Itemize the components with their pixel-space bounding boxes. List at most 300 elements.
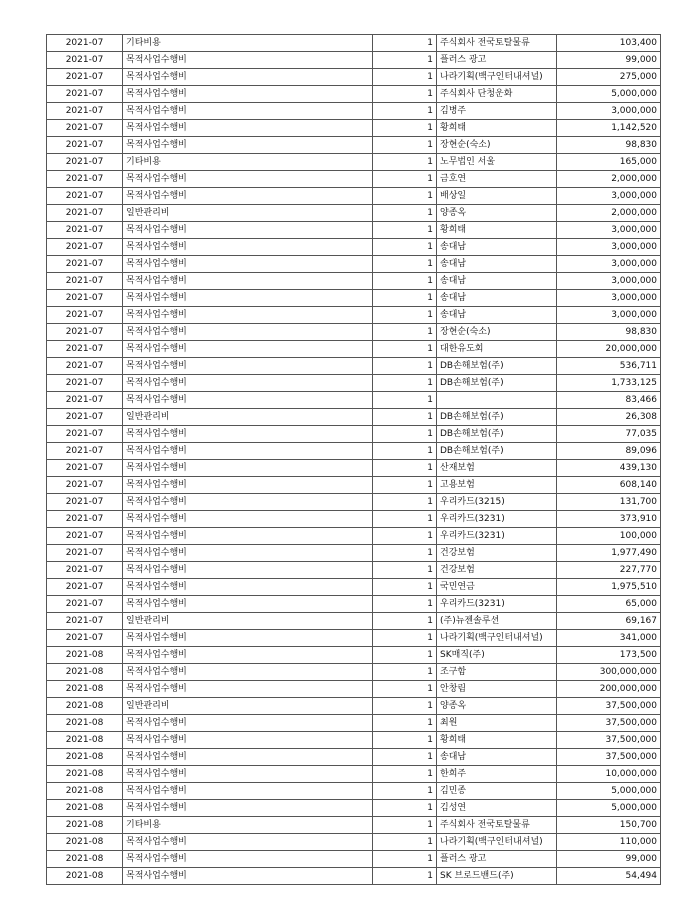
table-row [47,630,661,647]
amount-cell: 1,142,520 [557,120,661,137]
payee-cell: 김병주 [437,103,557,120]
month-cell: 2021-07 [47,477,123,494]
table-row [47,35,661,52]
month-cell: 2021-07 [47,375,123,392]
month-cell: 2021-08 [47,783,123,800]
payee-cell: 최원 [437,715,557,732]
table-row [47,324,661,341]
payee-cell: 국민연금 [437,579,557,596]
category-cell: 기타비용 [123,154,373,171]
category-cell: 목적사업수행비 [123,766,373,783]
payee-cell: 우리카드(3231) [437,596,557,613]
quantity-cell: 1 [373,188,437,205]
month-cell: 2021-07 [47,443,123,460]
payee-cell: 플러스 광고 [437,851,557,868]
table-row [47,732,661,749]
table-row [47,222,661,239]
month-cell: 2021-07 [47,562,123,579]
month-cell: 2021-08 [47,749,123,766]
amount-cell: 20,000,000 [557,341,661,358]
quantity-cell: 1 [373,834,437,851]
category-cell: 목적사업수행비 [123,307,373,324]
amount-cell: 100,000 [557,528,661,545]
table-row [47,545,661,562]
quantity-cell: 1 [373,511,437,528]
quantity-cell: 1 [373,324,437,341]
table-row [47,256,661,273]
month-cell: 2021-07 [47,69,123,86]
quantity-cell: 1 [373,35,437,52]
category-cell: 일반관리비 [123,698,373,715]
amount-cell: 536,711 [557,358,661,375]
amount-cell: 173,500 [557,647,661,664]
payee-cell: 양종옥 [437,698,557,715]
table-row [47,120,661,137]
payee-cell: 건강보험 [437,545,557,562]
month-cell: 2021-08 [47,851,123,868]
category-cell: 기타비용 [123,817,373,834]
amount-cell: 3,000,000 [557,290,661,307]
month-cell: 2021-08 [47,766,123,783]
payee-cell: 대한유도회 [437,341,557,358]
month-cell: 2021-08 [47,715,123,732]
category-cell: 일반관리비 [123,205,373,222]
category-cell: 목적사업수행비 [123,511,373,528]
quantity-cell: 1 [373,137,437,154]
table-row [47,205,661,222]
payee-cell: 배상일 [437,188,557,205]
table-row [47,426,661,443]
month-cell: 2021-07 [47,103,123,120]
category-cell: 목적사업수행비 [123,834,373,851]
quantity-cell: 1 [373,698,437,715]
quantity-cell: 1 [373,273,437,290]
month-cell: 2021-07 [47,188,123,205]
category-cell: 목적사업수행비 [123,239,373,256]
month-cell: 2021-07 [47,392,123,409]
category-cell: 목적사업수행비 [123,103,373,120]
month-cell: 2021-07 [47,154,123,171]
month-cell: 2021-07 [47,460,123,477]
amount-cell: 131,700 [557,494,661,511]
quantity-cell: 1 [373,545,437,562]
quantity-cell: 1 [373,817,437,834]
payee-cell: 금호연 [437,171,557,188]
quantity-cell: 1 [373,290,437,307]
category-cell: 목적사업수행비 [123,460,373,477]
payee-cell: 황희태 [437,732,557,749]
amount-cell: 1,977,490 [557,545,661,562]
amount-cell: 37,500,000 [557,715,661,732]
payee-cell: 주식회사 전국토탈물류 [437,35,557,52]
payee-cell: 나라기획(백구인터내셔널) [437,69,557,86]
month-cell: 2021-08 [47,732,123,749]
amount-cell: 26,308 [557,409,661,426]
amount-cell: 65,000 [557,596,661,613]
category-cell: 목적사업수행비 [123,851,373,868]
month-cell: 2021-08 [47,817,123,834]
table-row [47,511,661,528]
category-cell: 목적사업수행비 [123,477,373,494]
quantity-cell: 1 [373,86,437,103]
table-row [47,358,661,375]
category-cell: 목적사업수행비 [123,681,373,698]
month-cell: 2021-07 [47,290,123,307]
table-row [47,443,661,460]
amount-cell: 10,000,000 [557,766,661,783]
table-row [47,783,661,800]
category-cell: 목적사업수행비 [123,392,373,409]
category-cell: 목적사업수행비 [123,732,373,749]
quantity-cell: 1 [373,715,437,732]
amount-cell: 89,096 [557,443,661,460]
table-row [47,375,661,392]
month-cell: 2021-07 [47,137,123,154]
table-row [47,307,661,324]
month-cell: 2021-07 [47,358,123,375]
table-row [47,154,661,171]
quantity-cell: 1 [373,562,437,579]
amount-cell: 83,466 [557,392,661,409]
quantity-cell: 1 [373,392,437,409]
quantity-cell: 1 [373,630,437,647]
amount-cell: 37,500,000 [557,732,661,749]
category-cell: 목적사업수행비 [123,222,373,239]
payee-cell: DB손해보험(주) [437,375,557,392]
category-cell: 목적사업수행비 [123,375,373,392]
quantity-cell: 1 [373,222,437,239]
amount-cell: 99,000 [557,851,661,868]
category-cell: 목적사업수행비 [123,868,373,885]
quantity-cell: 1 [373,647,437,664]
quantity-cell: 1 [373,494,437,511]
table-row [47,341,661,358]
month-cell: 2021-08 [47,698,123,715]
category-cell: 목적사업수행비 [123,188,373,205]
amount-cell: 98,830 [557,137,661,154]
table-row [47,273,661,290]
month-cell: 2021-07 [47,171,123,188]
category-cell: 일반관리비 [123,409,373,426]
category-cell: 목적사업수행비 [123,579,373,596]
category-cell: 목적사업수행비 [123,358,373,375]
payee-cell: 한희주 [437,766,557,783]
amount-cell: 2,000,000 [557,205,661,222]
table-row [47,171,661,188]
payee-cell: 노무법인 서울 [437,154,557,171]
quantity-cell: 1 [373,868,437,885]
payee-cell: 송대남 [437,239,557,256]
category-cell: 목적사업수행비 [123,52,373,69]
month-cell: 2021-08 [47,800,123,817]
table-row [47,868,661,885]
amount-cell: 300,000,000 [557,664,661,681]
category-cell: 목적사업수행비 [123,256,373,273]
table-row [47,239,661,256]
month-cell: 2021-07 [47,426,123,443]
quantity-cell: 1 [373,800,437,817]
month-cell: 2021-07 [47,630,123,647]
payee-cell: 김민종 [437,783,557,800]
quantity-cell: 1 [373,732,437,749]
table-row [47,86,661,103]
payee-cell: 장현순(숙소) [437,324,557,341]
table-row [47,596,661,613]
payee-cell: 송대남 [437,749,557,766]
quantity-cell: 1 [373,205,437,222]
amount-cell: 3,000,000 [557,239,661,256]
payee-cell: 양종옥 [437,205,557,222]
month-cell: 2021-07 [47,528,123,545]
table-row [47,579,661,596]
table-row [47,664,661,681]
table-row [47,817,661,834]
month-cell: 2021-07 [47,579,123,596]
month-cell: 2021-07 [47,596,123,613]
payee-cell: SK매직(주) [437,647,557,664]
payee-cell: 산재보험 [437,460,557,477]
table-row [47,698,661,715]
table-row [47,103,661,120]
table-row [47,52,661,69]
payee-cell: 건강보험 [437,562,557,579]
table-row [47,477,661,494]
amount-cell: 103,400 [557,35,661,52]
category-cell: 목적사업수행비 [123,137,373,154]
month-cell: 2021-07 [47,324,123,341]
payee-cell: 조구함 [437,664,557,681]
amount-cell: 341,000 [557,630,661,647]
month-cell: 2021-07 [47,511,123,528]
quantity-cell: 1 [373,783,437,800]
category-cell: 일반관리비 [123,613,373,630]
category-cell: 목적사업수행비 [123,562,373,579]
month-cell: 2021-07 [47,341,123,358]
quantity-cell: 1 [373,120,437,137]
quantity-cell: 1 [373,460,437,477]
amount-cell: 77,035 [557,426,661,443]
amount-cell: 3,000,000 [557,222,661,239]
amount-cell: 37,500,000 [557,749,661,766]
amount-cell: 2,000,000 [557,171,661,188]
amount-cell: 165,000 [557,154,661,171]
quantity-cell: 1 [373,613,437,630]
table-row [47,460,661,477]
table-row [47,290,661,307]
category-cell: 목적사업수행비 [123,545,373,562]
amount-cell: 5,000,000 [557,783,661,800]
quantity-cell: 1 [373,749,437,766]
payee-cell: 장현순(숙소) [437,137,557,154]
payee-cell: 안창림 [437,681,557,698]
table-row [47,562,661,579]
payee-cell: 우리카드(3231) [437,528,557,545]
table-row [47,137,661,154]
quantity-cell: 1 [373,596,437,613]
payee-cell: DB손해보험(주) [437,409,557,426]
category-cell: 목적사업수행비 [123,596,373,613]
amount-cell: 275,000 [557,69,661,86]
category-cell: 목적사업수행비 [123,528,373,545]
month-cell: 2021-07 [47,239,123,256]
quantity-cell: 1 [373,851,437,868]
table-row [47,800,661,817]
quantity-cell: 1 [373,52,437,69]
payee-cell: 황희태 [437,120,557,137]
category-cell: 목적사업수행비 [123,443,373,460]
category-cell: 목적사업수행비 [123,715,373,732]
payee-cell: 플러스 광고 [437,52,557,69]
table-row [47,188,661,205]
category-cell: 목적사업수행비 [123,630,373,647]
amount-cell: 439,130 [557,460,661,477]
quantity-cell: 1 [373,358,437,375]
category-cell: 목적사업수행비 [123,800,373,817]
amount-cell: 5,000,000 [557,86,661,103]
quantity-cell: 1 [373,239,437,256]
amount-cell: 373,910 [557,511,661,528]
category-cell: 목적사업수행비 [123,647,373,664]
amount-cell: 54,494 [557,868,661,885]
month-cell: 2021-07 [47,35,123,52]
amount-cell: 3,000,000 [557,273,661,290]
quantity-cell: 1 [373,103,437,120]
quantity-cell: 1 [373,528,437,545]
amount-cell: 1,733,125 [557,375,661,392]
quantity-cell: 1 [373,681,437,698]
month-cell: 2021-07 [47,307,123,324]
category-cell: 목적사업수행비 [123,86,373,103]
amount-cell: 3,000,000 [557,256,661,273]
category-cell: 목적사업수행비 [123,749,373,766]
payee-cell: 주식회사 전국토탈물류 [437,817,557,834]
quantity-cell: 1 [373,256,437,273]
amount-cell: 5,000,000 [557,800,661,817]
month-cell: 2021-08 [47,681,123,698]
category-cell: 목적사업수행비 [123,171,373,188]
amount-cell: 3,000,000 [557,103,661,120]
month-cell: 2021-08 [47,834,123,851]
month-cell: 2021-08 [47,868,123,885]
payee-cell [437,392,557,409]
quantity-cell: 1 [373,154,437,171]
quantity-cell: 1 [373,579,437,596]
quantity-cell: 1 [373,426,437,443]
table-row [47,392,661,409]
quantity-cell: 1 [373,477,437,494]
payee-cell: 주식회사 단청운화 [437,86,557,103]
amount-cell: 3,000,000 [557,307,661,324]
quantity-cell: 1 [373,69,437,86]
month-cell: 2021-07 [47,52,123,69]
ledger-body [47,35,661,885]
month-cell: 2021-07 [47,613,123,630]
table-row [47,834,661,851]
month-cell: 2021-08 [47,664,123,681]
table-row [47,69,661,86]
amount-cell: 3,000,000 [557,188,661,205]
month-cell: 2021-07 [47,545,123,562]
month-cell: 2021-07 [47,222,123,239]
payee-cell: SK 브로드밴드(주) [437,868,557,885]
table-row [47,715,661,732]
month-cell: 2021-07 [47,256,123,273]
category-cell: 목적사업수행비 [123,494,373,511]
payee-cell: (주)뉴젠솔루션 [437,613,557,630]
payee-cell: 고용보험 [437,477,557,494]
quantity-cell: 1 [373,766,437,783]
month-cell: 2021-07 [47,494,123,511]
amount-cell: 227,770 [557,562,661,579]
quantity-cell: 1 [373,375,437,392]
expense-ledger-table [46,34,661,885]
category-cell: 목적사업수행비 [123,324,373,341]
payee-cell: 송대남 [437,273,557,290]
payee-cell: DB손해보험(주) [437,443,557,460]
amount-cell: 98,830 [557,324,661,341]
amount-cell: 608,140 [557,477,661,494]
table-row [47,409,661,426]
category-cell: 기타비용 [123,35,373,52]
quantity-cell: 1 [373,443,437,460]
quantity-cell: 1 [373,307,437,324]
table-row [47,613,661,630]
amount-cell: 37,500,000 [557,698,661,715]
amount-cell: 1,975,510 [557,579,661,596]
quantity-cell: 1 [373,171,437,188]
table-row [47,647,661,664]
quantity-cell: 1 [373,664,437,681]
payee-cell: 송대남 [437,256,557,273]
category-cell: 목적사업수행비 [123,69,373,86]
month-cell: 2021-07 [47,273,123,290]
month-cell: 2021-07 [47,86,123,103]
month-cell: 2021-07 [47,120,123,137]
payee-cell: 송대남 [437,290,557,307]
table-row [47,749,661,766]
table-row [47,681,661,698]
amount-cell: 200,000,000 [557,681,661,698]
payee-cell: 나라기획(백구인터내셔널) [437,630,557,647]
category-cell: 목적사업수행비 [123,341,373,358]
category-cell: 목적사업수행비 [123,426,373,443]
payee-cell: 우리카드(3215) [437,494,557,511]
category-cell: 목적사업수행비 [123,290,373,307]
table-row [47,528,661,545]
payee-cell: DB손해보험(주) [437,358,557,375]
amount-cell: 69,167 [557,613,661,630]
table-row [47,766,661,783]
quantity-cell: 1 [373,341,437,358]
month-cell: 2021-07 [47,409,123,426]
category-cell: 목적사업수행비 [123,120,373,137]
quantity-cell: 1 [373,409,437,426]
payee-cell: 김성연 [437,800,557,817]
month-cell: 2021-07 [47,205,123,222]
payee-cell: 우리카드(3231) [437,511,557,528]
amount-cell: 110,000 [557,834,661,851]
category-cell: 목적사업수행비 [123,783,373,800]
payee-cell: DB손해보험(주) [437,426,557,443]
amount-cell: 150,700 [557,817,661,834]
payee-cell: 송대남 [437,307,557,324]
payee-cell: 황희태 [437,222,557,239]
amount-cell: 99,000 [557,52,661,69]
category-cell: 목적사업수행비 [123,273,373,290]
table-row [47,851,661,868]
month-cell: 2021-08 [47,647,123,664]
payee-cell: 나라기획(백구인터내셔널) [437,834,557,851]
